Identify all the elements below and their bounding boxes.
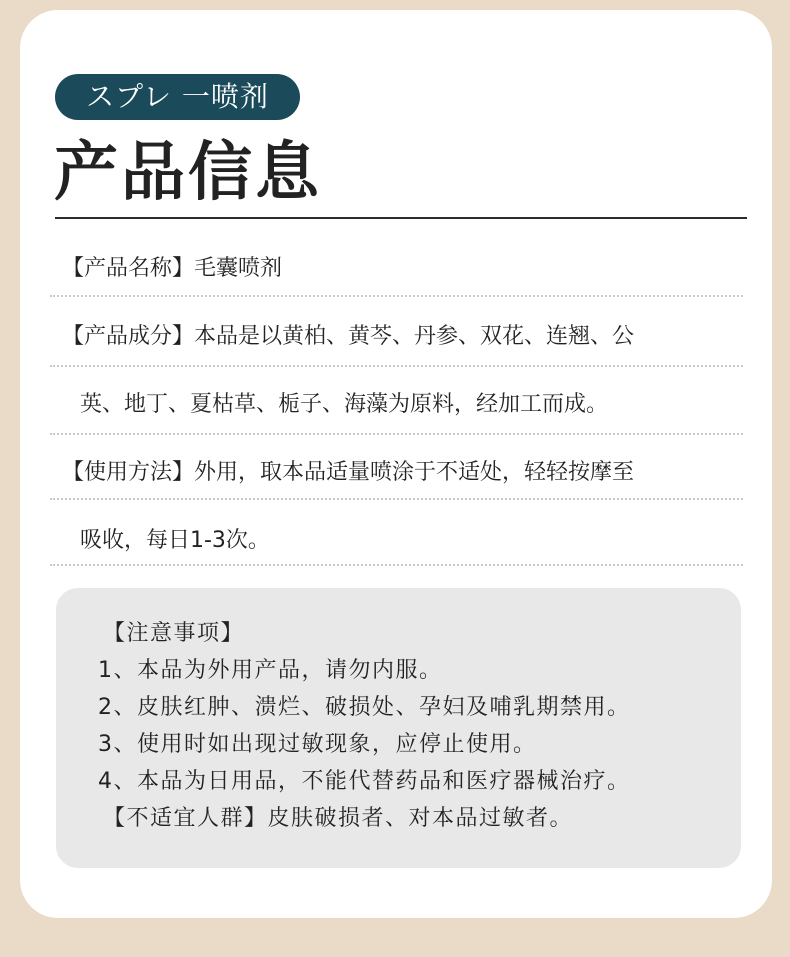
dotted-divider bbox=[50, 295, 743, 297]
notice-item: 3、使用时如出现过敏现象，应停止使用。 bbox=[98, 732, 537, 757]
page-title: 产品信息 bbox=[54, 136, 322, 210]
usage-line-2: 吸收，每日1-3次。 bbox=[80, 528, 270, 553]
notice-item: 1、本品为外用产品，请勿内服。 bbox=[98, 658, 443, 683]
ingredients-line-2: 英、地丁、夏枯草、栀子、海藻为原料，经加工而成。 bbox=[80, 392, 609, 417]
ingredients-line-1: 【产品成分】本品是以黄柏、黄芩、丹参、双花、连翘、公 bbox=[62, 324, 635, 349]
dotted-divider bbox=[50, 365, 743, 367]
notice-box bbox=[56, 588, 741, 868]
notice-item: 2、皮肤红肿、溃烂、破损处、孕妇及哺乳期禁用。 bbox=[98, 695, 631, 720]
dotted-divider bbox=[50, 498, 743, 500]
notice-heading: 【注意事项】 bbox=[103, 621, 245, 646]
spray-badge: スプレ 一喷剂 bbox=[55, 74, 300, 120]
title-underline bbox=[55, 217, 747, 219]
dotted-divider bbox=[50, 564, 743, 566]
notice-item: 4、本品为日用品，不能代替药品和医疗器械治疗。 bbox=[98, 769, 631, 794]
unsuitable-population: 【不适宜人群】皮肤破损者、对本品过敏者。 bbox=[103, 806, 574, 831]
usage-line-1: 【使用方法】外用，取本品适量喷涂于不适处，轻轻按摩至 bbox=[62, 460, 635, 485]
product-name-line: 【产品名称】毛囊喷剂 bbox=[62, 256, 283, 281]
dotted-divider bbox=[50, 433, 743, 435]
